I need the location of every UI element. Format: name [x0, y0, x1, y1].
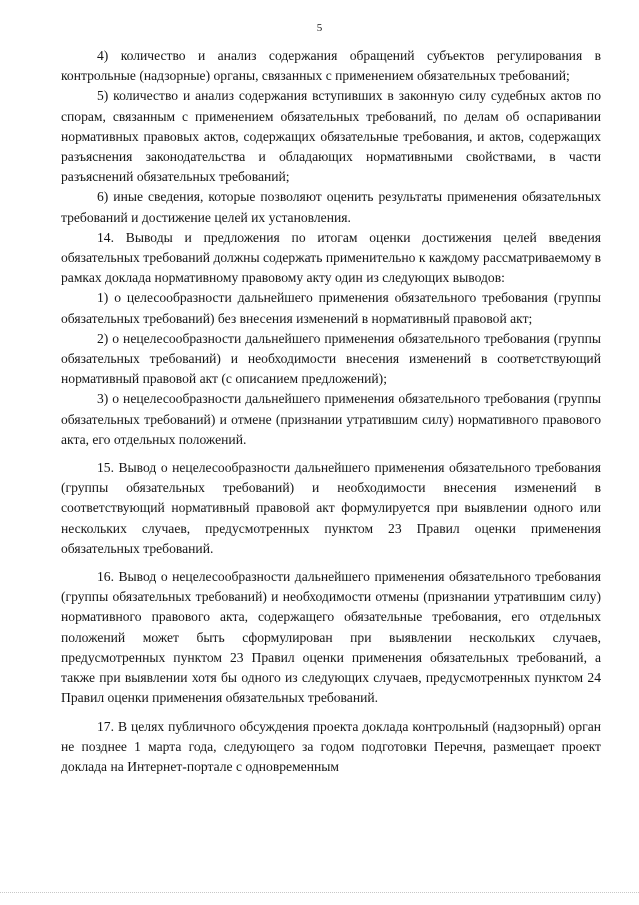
paragraph-clause-14-3: 3) о нецелесообразности дальнейшего применения обязательного требования (группы обязательных требований) и отмене (признании утратившим силу) нормативного правового акта, его отдельных положений. — [61, 391, 601, 447]
paragraph-clause-14-1: 1) о целесообразности дальнейшего применения обязательного требования (группы обязательных требований) без внесения изменений в нормативный правовой акт; — [61, 290, 601, 326]
document-body — [61, 46, 601, 777]
paragraph-item-4: 4) количество и анализ содержания обращений субъектов регулирования в контрольные (надзорные) органы, связанных с применением обязательных требований; — [61, 48, 601, 84]
paragraph-item-5: 5) количество и анализ содержания вступивших в законную силу судебных актов по спорам, связанным с применением обязательных требований, по делам об оспаривании нормативных правовых актов, содержащих обязательные требования, и актов, содержащих разъяснения законодательства и обладающих нормативными свойствами, в части разъяснений обязательных требований; — [61, 88, 601, 185]
paragraph-clause-14-2: 2) о нецелесообразности дальнейшего применения обязательного требования (группы обязательных требований) и необходимости внесения изменений в соответствующий нормативный правовой акт (с описанием предложений); — [61, 330, 601, 387]
page-number: 5 — [316, 22, 323, 34]
paragraph-item-6: 6) иные сведения, которые позволяют оценить результаты применения обязательных требований и достижение целей их установления. — [61, 189, 601, 225]
scan-bottom-edge — [0, 892, 639, 895]
paragraph-clause-15: 15. Вывод о нецелесообразности дальнейшего применения обязательного требования (группы обязательных требований) и необходимости внесения изменений в соответствующий нормативный правовой акт формулируется при выявлении одного или нескольких случаев, предусмотренных пунктом 23 Правил оценки применения обязательных требований. — [61, 460, 601, 556]
paragraph-clause-17: 17. В целях публичного обсуждения проекта доклада контрольный (надзорный) орган не позднее 1 марта года, следующего за годом подготовки Перечня, размещает проект доклада на Интернет-портале с одновременным — [61, 718, 601, 774]
paragraph-clause-16: 16. Вывод о нецелесообразности дальнейшего применения обязательного требования (группы обязательных требований) и необходимости отмены (признании утратившим силу) нормативного правового акта, содержащего обязательные требования, его отдельных положений может быть сформулирован при выявлении нескольких случаев, предусмотренных пунктом 23 Правил оценки применения обязательных требований, а также при выявлении хотя бы одного из следующих случаев, предусмотренных пунктом 24 Правил оценки применения обязательных требований. — [61, 569, 601, 706]
paragraph-clause-14: 14. Выводы и предложения по итогам оценки достижения целей введения обязательных требований должны содержать применительно к каждому рассматриваемому в рамках доклада нормативному правовому акту один из следующих выводов: — [61, 229, 601, 286]
